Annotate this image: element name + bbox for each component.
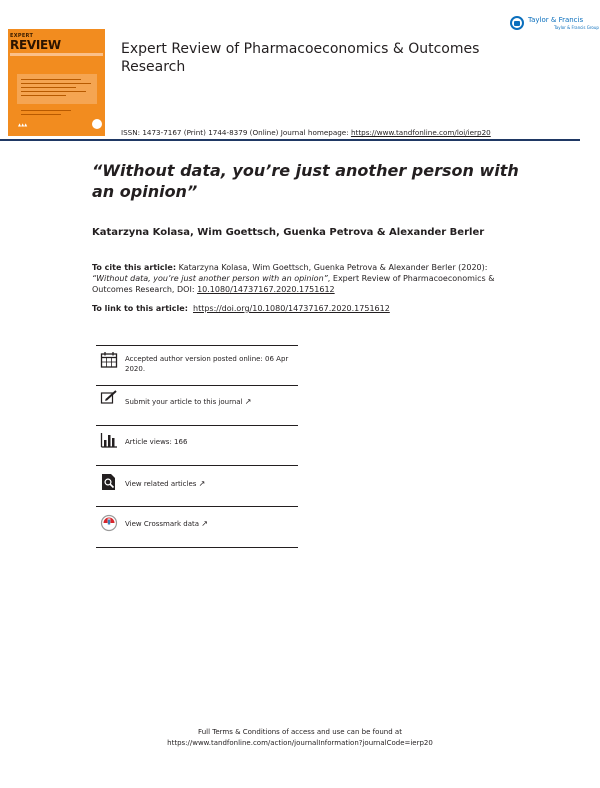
submit-article-row[interactable] <box>125 397 300 407</box>
external-link-icon: ↗ <box>201 519 208 528</box>
citation-title: “Without data, you’re just another person with an opinion” <box>92 274 328 283</box>
item-divider <box>96 425 298 426</box>
issn-line <box>121 128 491 137</box>
journal-cover: EXPERT REVIEW ▲▲▲ <box>8 22 105 136</box>
citation-label: To cite this article: <box>92 263 177 272</box>
citation-block <box>92 262 512 295</box>
footer-terms-text: Full Terms & Conditions of access and use can be found at <box>198 728 402 736</box>
related-search-icon <box>100 473 118 491</box>
external-link-icon: ↗ <box>198 479 206 488</box>
citation-journal: , Expert Review of Pharmacoeconomics & <box>327 274 495 283</box>
item-divider <box>96 385 298 386</box>
journal-title: Expert Review of Pharmacoeconomics & Outcomes Research <box>121 41 480 75</box>
citation-doi-label: Outcomes Research, DOI: <box>92 285 198 294</box>
publisher-name: Taylor & Francis <box>528 16 584 24</box>
item-divider <box>96 345 298 346</box>
edit-icon <box>100 389 118 407</box>
external-link-icon: ↗ <box>244 397 252 406</box>
publisher-group: Taylor & Francis Group <box>554 25 599 30</box>
journal-homepage-link[interactable]: https://www.tandfonline.com/loi/ierp20 <box>350 128 491 137</box>
accepted-version-text: Accepted author version posted online: 06 Apr 2020. <box>125 355 289 373</box>
cover-title: REVIEW <box>10 38 61 52</box>
citation-doi-link[interactable]: 10.1080/14737167.2020.1751612 <box>197 285 335 294</box>
item-divider <box>96 547 298 548</box>
bar-chart-icon <box>100 431 118 449</box>
item-divider <box>96 465 298 466</box>
publisher-logo[interactable] <box>508 14 599 36</box>
article-title: “Without data, you’re just another person with an opinion” <box>92 161 519 201</box>
article-link-line <box>92 304 390 313</box>
related-articles-link[interactable]: View related articles <box>125 480 197 488</box>
submit-article-link[interactable]: Submit your article to this journal <box>125 398 243 406</box>
crossmark-icon <box>100 514 118 532</box>
article-link-label: To link to this article: <box>92 304 188 313</box>
issn-text: ISSN: 1473-7167 (Print) 1744-8379 (Online) Journal homepage: <box>121 128 349 137</box>
publisher-logo-icon <box>510 16 524 30</box>
crossmark-row[interactable] <box>125 519 300 529</box>
article-views-text: Article views: 166 <box>125 438 188 446</box>
related-articles-row[interactable] <box>125 479 300 489</box>
calendar-icon <box>100 351 118 369</box>
footer-terms-url[interactable]: https://www.tandfonline.com/action/journalInformation?journalCode=ierp20 <box>167 739 433 747</box>
crossmark-link[interactable]: View Crossmark data <box>125 520 200 528</box>
header-divider <box>0 139 580 141</box>
cover-kicker: EXPERT <box>10 33 34 39</box>
article-authors: Katarzyna Kolasa, Wim Goettsch, Guenka Petrova & Alexander Berler <box>92 227 485 238</box>
article-doi-url[interactable]: https://doi.org/10.1080/14737167.2020.1751612 <box>193 304 390 313</box>
citation-authors: Katarzyna Kolasa, Wim Goettsch, Guenka Petrova & Alexander Berler (2020): <box>178 263 488 272</box>
item-divider <box>96 506 298 507</box>
